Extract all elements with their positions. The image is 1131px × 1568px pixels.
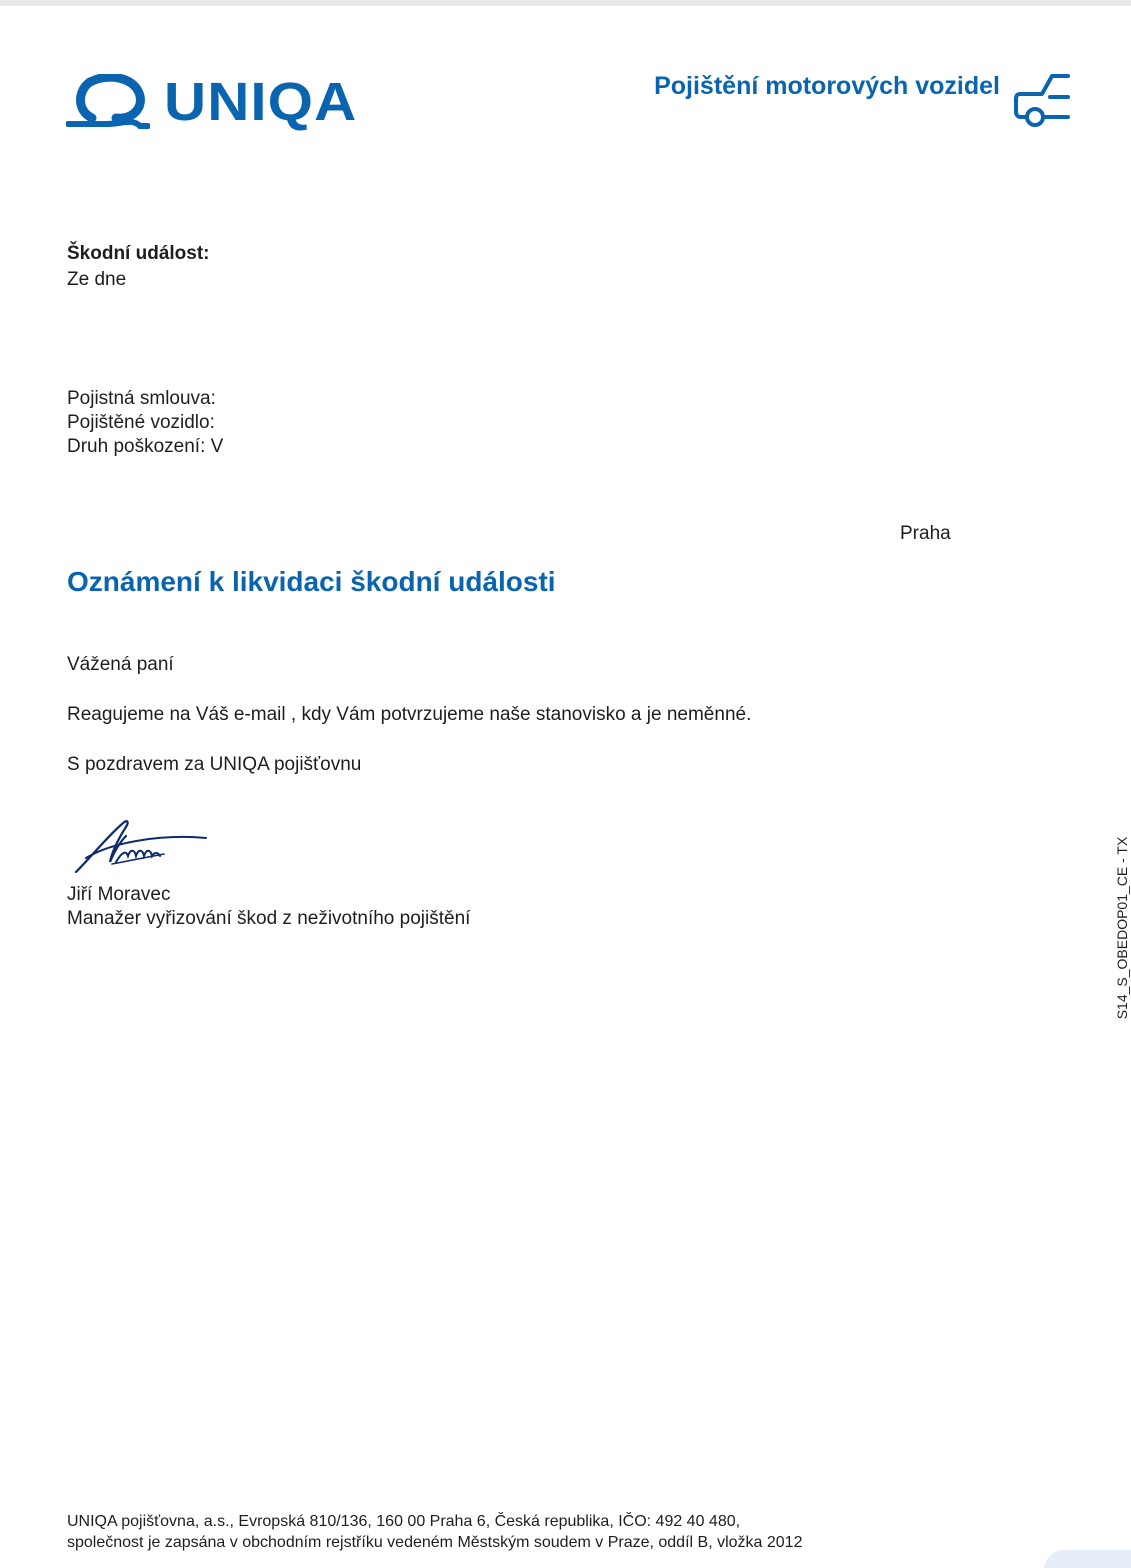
insured-vehicle-label: Pojištěné vozidlo: <box>67 412 215 433</box>
body-paragraph: Reagujeme na Váš e-mail , kdy Vám potvrzujeme naše stanovisko a je neměnné. <box>67 704 752 725</box>
claim-date-label: Ze dne <box>67 269 127 290</box>
letter-city: Praha <box>900 523 951 544</box>
uniqa-logo-mark <box>66 74 150 130</box>
claim-event-label: Škodní událost: <box>67 243 210 264</box>
handwritten-signature <box>72 812 212 878</box>
top-bar <box>0 0 1131 6</box>
company-footer <box>67 1511 802 1553</box>
closing-line: S pozdravem za UNIQA pojišťovnu <box>67 754 362 775</box>
uniqa-logo <box>66 72 358 132</box>
corner-overlay-tab[interactable] <box>1044 1550 1131 1568</box>
signatory-position: Manažer vyřizování škod z neživotního pojištění <box>67 908 471 929</box>
damage-type-label: Druh poškození: V <box>67 436 224 457</box>
policy-contract-label: Pojistná smlouva: <box>67 388 216 409</box>
document-type-heading: Pojištění motorových vozidel <box>654 72 1000 100</box>
logo-wordmark: UNIQA <box>164 72 358 132</box>
side-document-code: S14_S_OBEDOP01_CE - TX <box>1114 836 1130 1020</box>
footer-line-1: UNIQA pojišťovna, a.s., Evropská 810/136, 160 00 Praha 6, Česká republika, IČO: 492 40 480, <box>67 1513 741 1530</box>
car-icon <box>1012 72 1072 132</box>
document-title: Oznámení k likvidaci škodní události <box>67 566 556 597</box>
signatory-name: Jiří Moravec <box>67 884 171 905</box>
footer-line-2: společnost je zapsána v obchodním rejstříku vedeném Městským soudem v Praze, oddíl B, vložka 2012 <box>67 1534 803 1551</box>
salutation: Vážená paní <box>67 654 174 675</box>
